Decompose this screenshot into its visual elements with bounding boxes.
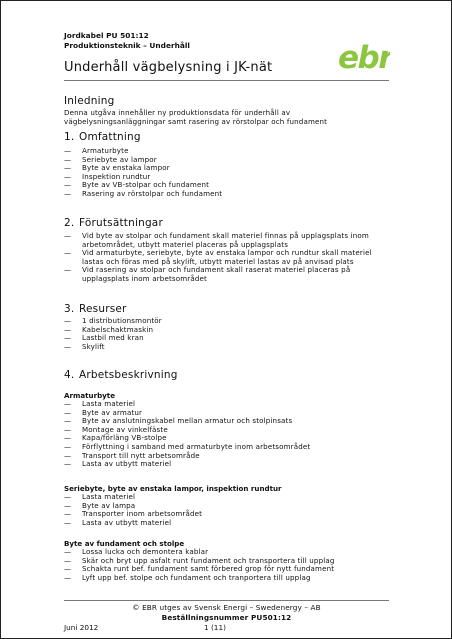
list-item: — Byte av anslutningskabel mellan armatur och stolpinsats [64,416,293,426]
list-item: — Skär och bryt upp asfalt runt fundament och transportera till upplag [64,555,335,565]
department: Produktionsteknik – Underhåll [64,41,190,50]
footer-date: Juni 2012 [64,623,99,632]
footer-divider [64,600,389,601]
list-item: — Vid armaturbyte, seriebyte, byte av enstaka lampor och rundtur skall materiel lastas och föras med på skylift, utbytt materiel lastas av på anvisad plats [64,248,372,266]
list-item: — Rasering av rörstolpar och fundament [64,188,223,198]
section-heading-forutsattningar: 2. Förutsättningar [64,217,163,229]
intro-text: Denna utgåva innehåller ny produktionsdata för underhåll av vägbelysningsanläggningar samt rasering av rörstolpar och fundament [64,108,328,126]
subsection-title-fundament: Byte av fundament och stolpe [64,539,185,548]
list-item: — Lasta av utbytt materiel [64,517,172,527]
svg-text:ebr: ebr [338,40,390,73]
list-item: — Transporter inom arbetsområdet [64,509,203,519]
footer-order-number: Beställningsnummer PU501:12 [161,613,292,622]
list-item: — Byte av armatur [64,407,143,417]
omfattning-list [64,147,394,199]
page-title: Underhåll vägbelysning i JK-nät [64,60,273,75]
list-item: — Lossa lucka och demontera kablar [64,547,209,556]
list-item: — Lasta av utbytt materiel [64,459,172,469]
list-item: — Transport till nytt arbetsområde [64,450,200,460]
footer-copyright: © EBR utges av Svensk Energi – Swedenergy – AB [132,603,321,612]
list-item: — Lyft upp bef. stolpe och fundament och tranportera till upplag [64,572,311,582]
subsection-title-armaturbyte: Armaturbyte [64,391,116,400]
list-item: — Byte av enstaka lampor [64,163,170,173]
list-item: — Förflyttning i samband med armaturbyte inom arbetsområdet [64,441,311,451]
doc-code: Jordkabel PU 501:12 [64,31,149,40]
ebr-logo [338,39,390,77]
section-heading-resurser: 3. Resurser [64,303,127,315]
list-item: — Byte av VB-stolpar och fundament [64,180,210,190]
list-item: — Armaturbyte [64,146,129,155]
list-item: — Montage av vinkelfäste [64,424,168,434]
list-item: — Kapa/förläng VB-stolpe [64,433,167,443]
list-item: — Lasta materiel [64,399,136,408]
list-item: — Skylift [64,341,105,351]
seriebyte-list [64,493,394,527]
section-heading-arbetsbeskrivning: 4. Arbetsbeskrivning [64,369,178,381]
list-item: — Vid byte av stolpar och fundament skall materiel finnas på upplagsplats inom arbetområdet, utbytt materiel placeras på upplagsplats [64,231,369,249]
footer-page-number: 1 (11) [204,623,226,632]
title-divider [64,80,389,81]
resurser-list [64,317,394,351]
armaturbyte-list [64,400,394,469]
subsection-title-seriebyte: Seriebyte, byte av enstaka lampor, inspektion rundtur [64,484,282,493]
list-item: — Schakta runt bef. fundament samt förbered grop för nytt fundament [64,564,335,574]
list-item: — Seriebyte av lampor [64,154,157,164]
list-item: — Vid rasering av stolpar och fundament skall raserat materiel placeras på upplagsplats inom arbetsområdet [64,265,351,283]
list-item: — Lasta materiel [64,492,136,501]
intro-heading: Inledning [64,95,115,107]
list-item: — Kabelschaktmaskin [64,324,154,334]
document-header [64,31,190,51]
list-item: — 1 distributionsmontör [64,316,162,325]
section-heading-omfattning: 1. Omfattning [64,131,141,143]
list-item: — Inspektion rundtur [64,171,151,181]
forutsattningar-list [64,232,394,284]
list-item: — Byte av lampa [64,500,136,510]
fundament-list [64,548,394,582]
list-item: — Lastbil med kran [64,333,144,343]
